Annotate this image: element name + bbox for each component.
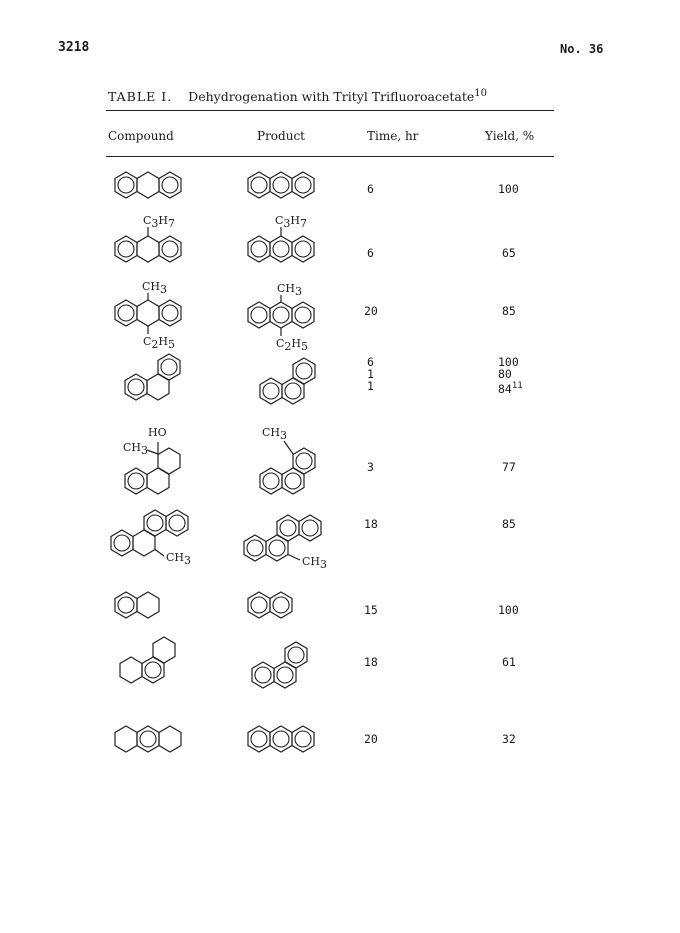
ethyl-label-product: C2H5 <box>276 337 309 353</box>
header-time: Time, hr <box>367 129 419 143</box>
hydroxy-label: HO <box>148 426 167 439</box>
methyl-label-row6-product: CH3 <box>302 555 328 571</box>
compound-dihydrophenanthrene <box>125 354 180 400</box>
product-anthracene-row9 <box>248 726 314 752</box>
yield-cell-3: 85 <box>502 304 516 318</box>
time-cell-6: 18 <box>364 517 378 531</box>
time-cell-1: 6 <box>367 182 374 196</box>
compound-hydroxy-methyl-tetrahydrophenanthrene <box>123 426 180 494</box>
page-number: 3218 <box>58 40 90 55</box>
yield-84: 84 <box>498 381 512 396</box>
yield-cell-1: 100 <box>498 182 519 196</box>
product-methyl-ethylanthracene <box>248 282 314 353</box>
time-cell-9: 20 <box>364 732 378 746</box>
time-cell-4: 6 1 1 <box>367 355 374 393</box>
compound-propyl-dihydroanthracene <box>115 214 181 262</box>
ethyl-label-compound: C2H5 <box>143 335 176 351</box>
methyl-label-compound: CH3 <box>142 280 168 296</box>
yield-cell-5: 77 <box>502 460 516 474</box>
compound-methyl-ethyl-dihydroanthracene <box>115 280 181 351</box>
time-cell-8: 18 <box>364 655 378 669</box>
issue-number: No. 36 <box>560 42 604 56</box>
time-cell-3: 20 <box>364 304 378 318</box>
methyl-label-product: CH3 <box>277 282 303 298</box>
methyl-label-row5-product: CH3 <box>262 426 288 442</box>
compound-octahydroanthracene <box>115 726 181 752</box>
propyl-label-product: C3H7 <box>275 214 308 230</box>
time-cell-2: 6 <box>367 246 374 260</box>
product-naphthalene <box>248 592 292 618</box>
methyl-label-row6-compound: CH3 <box>166 551 192 567</box>
yield-cell-9: 32 <box>502 732 516 746</box>
product-methylbenzanthracene <box>244 515 327 571</box>
product-anthracene <box>248 172 314 198</box>
table-label: TABLE I. <box>108 89 173 105</box>
product-propylanthracene <box>248 214 314 262</box>
table-title-ref: 10 <box>474 88 487 99</box>
table-title: Dehydrogenation with Trityl Trifluoroacetate <box>188 89 475 105</box>
yield-cell-7: 100 <box>498 603 519 617</box>
header-compound: Compound <box>108 129 174 143</box>
header-yield: Yield, % <box>485 129 535 143</box>
compound-tetralin <box>115 592 159 618</box>
methyl-label-row5-compound: CH3 <box>123 441 149 457</box>
header-product: Product <box>257 129 305 143</box>
product-phenanthrene-row8 <box>252 642 307 688</box>
yield-ref: 11 <box>511 381 523 391</box>
yield-cell-6: 85 <box>502 517 516 531</box>
compound-dihydroanthracene <box>115 172 181 198</box>
time-cell-5: 3 <box>367 460 374 474</box>
compound-octahydrophenanthrene <box>120 637 175 683</box>
product-methylphenanthrene <box>260 426 315 494</box>
yield-cell-2: 65 <box>502 246 516 260</box>
yield-cell-8: 61 <box>502 655 516 669</box>
product-phenanthrene <box>260 358 315 404</box>
compound-methyl-dihydrobenzanthracene <box>111 510 191 567</box>
propyl-label-compound: C3H7 <box>143 214 176 230</box>
yield-cell-4: 100 80 $84^{11}$ <box>498 355 523 396</box>
time-cell-7: 15 <box>364 603 378 617</box>
